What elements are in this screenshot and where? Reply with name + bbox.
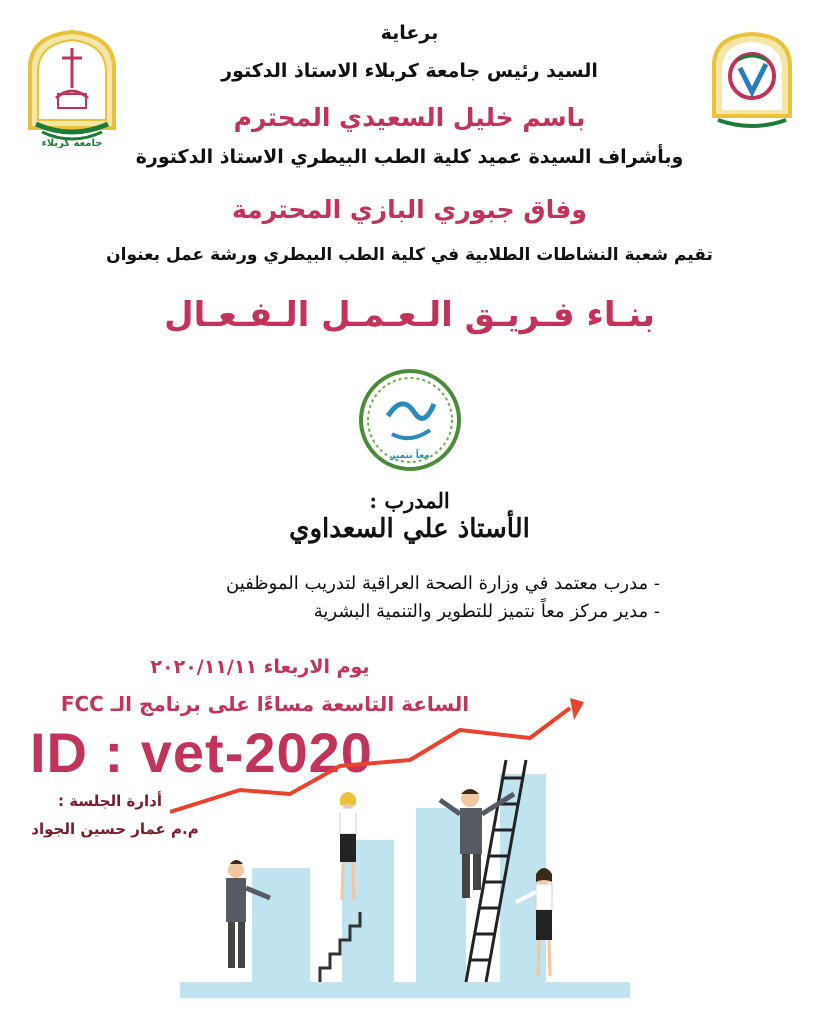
meeting-id: ID : vet-2020 [30,721,373,784]
event-date: يوم الاربعاء ٢٠٢٠/١١/١١ [150,656,370,678]
president-name: باسم خليل السعيدي المحترم [233,103,586,132]
moderator-name: م.م عمار حسين الجواد [31,820,199,838]
workshop-title: بنـاء فـريـق الـعـمـل الـفـعـال [164,295,655,335]
credential-item: - مدير مركز معاً نتميز للتطوير والتنمية البشرية [313,601,660,622]
bar-1 [252,868,310,982]
president-title-line: السيد رئيس جامعة كربلاء الاستاذ الدكتور [221,60,598,82]
organizer-line: تقيم شعبة النشاطات الطلابية في كلية الطب البيطري ورشة عمل بعنوان [106,245,713,265]
illustration-base [180,982,630,998]
karbala-logo-text: جامعة كربلاء [41,138,103,148]
moderator-label: أدارة الجلسة : [58,792,162,810]
sponsor-label: برعاية [380,22,439,44]
trainer-label: المدرب : [369,488,450,513]
excellence-center-logo [358,368,462,472]
dean-title-line: وبأشراف السيدة عميد كلية الطب البيطري الاستاذ الدكتورة [135,146,684,168]
bar-3 [416,808,466,982]
growth-arrowhead [570,698,584,720]
center-logo-text: معاً نتميز [390,451,430,461]
event-time: الساعة التاسعة مساءًا على برنامج الـ FCC [60,692,470,716]
teamwork-growth-illustration [170,690,650,1010]
trainer-credentials [190,570,660,626]
trainer-name: الأستاذ علي السعداوي [289,514,530,544]
dean-name: وفاق جبوري البازي المحترمة [232,195,587,224]
credential-item: - مدرب معتمد في وزارة الصحة العراقية لتدريب الموظفين [226,573,660,594]
